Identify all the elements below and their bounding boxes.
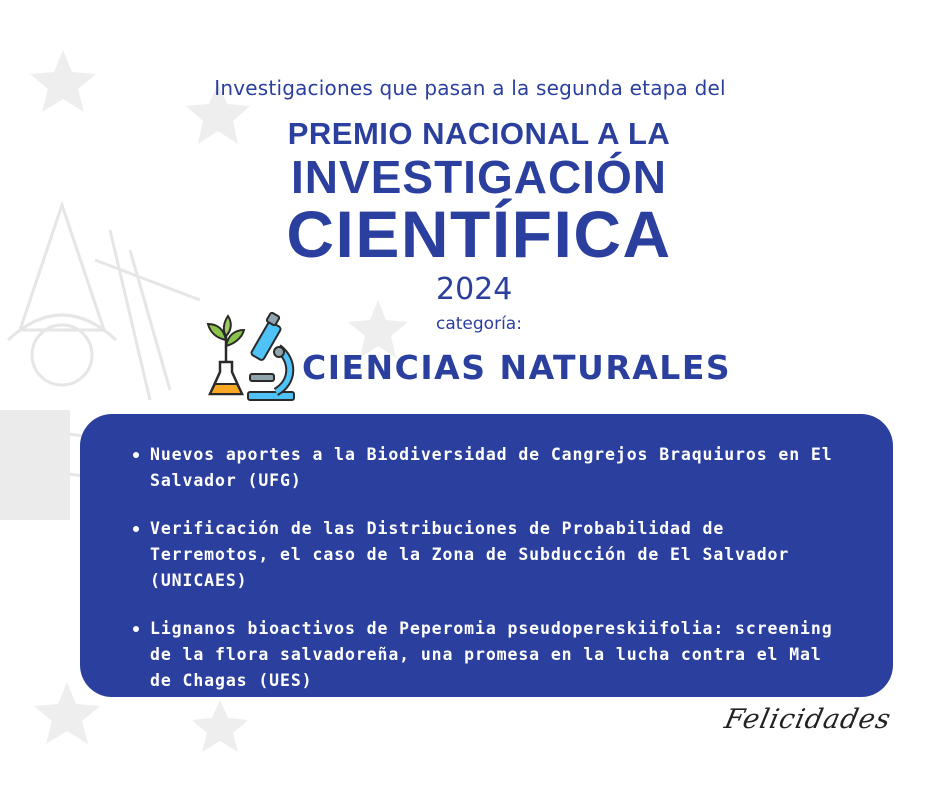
research-item: Nuevos aportes a la Biodiversidad de Cangrejos Braquiuros en El Salvador (UFG) (150, 442, 853, 494)
category-label: categoría: (436, 314, 522, 334)
microscope-plant-flask-icon (204, 310, 300, 402)
award-year: 2024 (436, 272, 513, 307)
title-line-3: CIENTÍFICA (286, 197, 672, 271)
signature-text: Felicidades (721, 704, 895, 735)
research-item: Lignanos bioactivos de Peperomia pseudopereskiifolia: screening de la flora salvadoreña, una promesa en la lucha contra el Mal de Chagas (UES) (150, 616, 853, 694)
title-line-2: INVESTIGACIÓN (291, 151, 667, 203)
title-line-1: PREMIO NACIONAL A LA (287, 116, 671, 151)
research-list (80, 414, 893, 694)
category-name: CIENCIAS NATURALES (302, 348, 732, 387)
star-icon (192, 700, 248, 752)
intro-text: Investigaciones que pasan a la segunda etapa del (214, 76, 726, 100)
research-list-panel (80, 414, 893, 697)
research-item: Verificación de las Distribuciones de Probabilidad de Terremotos, el caso de la Zona de Subducción de El Salvador (UNICAES) (150, 516, 853, 594)
